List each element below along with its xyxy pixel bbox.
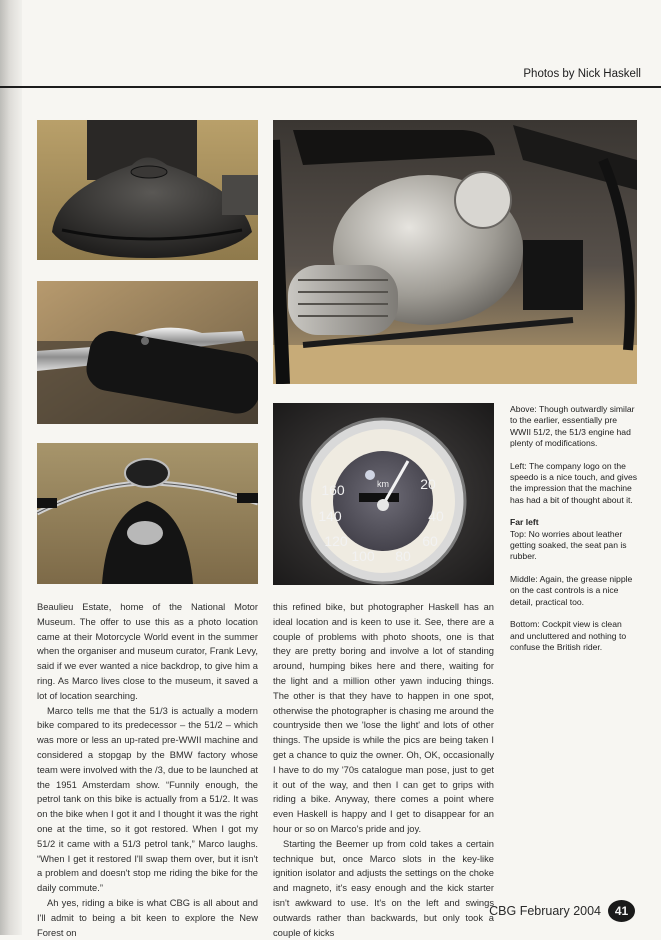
photo-captions: [510, 404, 638, 664]
body-paragraph: Starting the Beemer up from cold takes a certain technique but, once Marco slots in the key-like ignition isolator and adjusts the settings on the choke and magneto, it's easy enough and the kick starter isn't awkward to use. It's on the left and swings outwards rather than backwards, but only took a couple of kicks: [273, 838, 494, 938]
photo-credit: Photos by Nick Haskell: [523, 68, 641, 80]
speedo-100: 100: [351, 548, 375, 564]
page-number: 41: [608, 900, 635, 922]
cast-control-photo: [37, 281, 258, 424]
speedo-unit: km: [377, 479, 389, 489]
issue-label: CBG February 2004: [489, 904, 601, 918]
body-paragraph: Ah yes, riding a bike is what CBG is all about and I'll admit to being a bit keen to explore the New Forest on: [37, 897, 258, 938]
body-column-1: [37, 600, 258, 938]
speedo-140: 140: [318, 508, 342, 524]
body-paragraph: Marco tells me that the 51/3 is actually a modern bike compared to its predecessor – the 51/2 – which was more or less an up-rated pre-WWII machine and considered a stopgap by the BMW factory whose team were involved with the /3, due to be launched at the 1951 Amsterdam show. “Funnily enough, the petrol tank on this bike is actually from a 51/2. It was on the bike when I got it and I thought it was the right one at the time, so it got restored. When I got my 51/2 it came with a 51/3 petrol tank,” Marco laughs. “When I get it restored I'll swap them over, but it isn't a problem and doesn't stop me riding the bike for the daily commute.”: [37, 705, 258, 894]
speedo-60: 60: [422, 533, 438, 549]
caption-far-left-label: Far left: [510, 517, 539, 528]
page-spine-shadow: [0, 0, 22, 935]
engine-photo: [273, 120, 637, 384]
seat-pan-photo: [37, 120, 258, 260]
speedo-120: 120: [324, 533, 348, 549]
caption-left: Left: The company logo on the speedo is a nice touch, and gives the impression that the machine has had a bit of thought about it.: [510, 460, 638, 505]
speedo-160: 160: [321, 482, 345, 498]
speedo-80: 80: [395, 548, 411, 564]
speedometer-photo: [273, 403, 494, 585]
speedo-20: 20: [420, 476, 436, 492]
cockpit-view-photo: [37, 443, 258, 584]
body-column-2: [273, 600, 494, 938]
caption-far-left-top: Top: No worries about leather getting soaked, the seat pan is rubber.: [510, 528, 627, 562]
caption-far-left: [510, 517, 638, 563]
body-paragraph: Beaulieu Estate, home of the National Motor Museum. The offer to use this as a photo location came at their Motorcycle World event in the summer when the organiser and museum curator, Frank Levy, said if we ever wanted a nice backdrop, to give him a ring. As Marco lives close to the museum, it saved a lot of location searching.: [37, 602, 258, 701]
caption-above: Above: Though outwardly similar to the earlier, essentially pre WWII 51/2, the 51/3 engine had plenty of modifications.: [510, 404, 635, 449]
caption-bottom: Bottom: Cockpit view is clean and uncluttered and nothing to confuse the British rider.: [510, 619, 627, 652]
caption-middle: Middle: Again, the grease nipple on the cast controls is a nice detail, practical too.: [510, 573, 633, 607]
body-paragraph: this refined bike, but photographer Haskell has an ideal location and is keen to use it. See, there are a couple of problems with photo shoots, one is that they are pretty boring and involve a lot of standing around, humping bikes here and there, waiting for the light and a million other yawn inducing things. The other is that they have to happen in one spot, otherwise the photographer is chasing me around the countryside then we 'lose the light' and lots of other things. The upside is while the pics are being taken I get a chance to quiz the owner. Oh, OK, occasionally I have to do my '70s catalogue man pose, just to get it out of the way, and then I can get to grips with riding a bike. Anyway, there comes a point where even Haskell is happy and I get to disappear for an hour or so on Marco's pride and joy.: [273, 602, 494, 834]
header-rule: [0, 86, 661, 88]
speedo-40: 40: [428, 508, 444, 524]
page-footer: [489, 900, 635, 922]
